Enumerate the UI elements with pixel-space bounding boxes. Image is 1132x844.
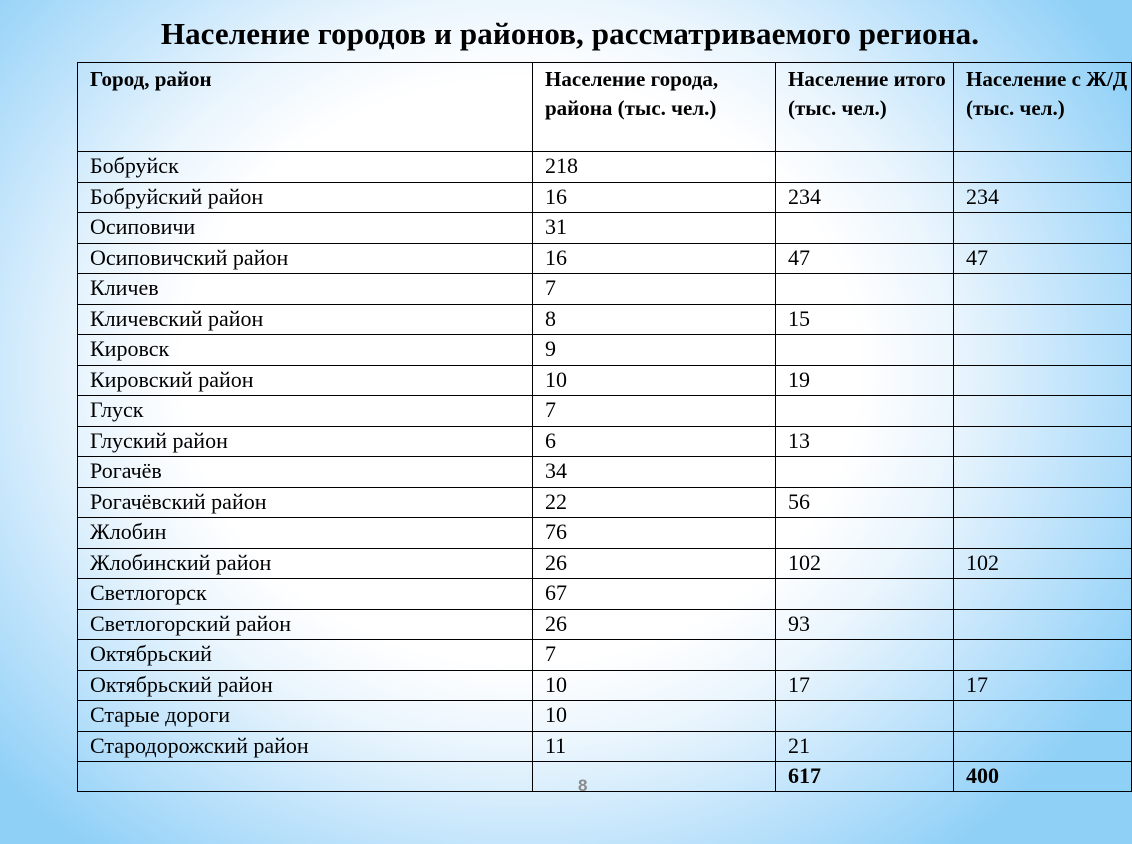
cell-population-total: 15 xyxy=(776,304,954,335)
table-row xyxy=(78,304,1132,335)
cell-population: 31 xyxy=(533,213,776,244)
cell-population-total: 47 xyxy=(776,243,954,274)
table-header-row xyxy=(78,63,1132,152)
table-row xyxy=(78,213,1132,244)
table-row xyxy=(78,426,1132,457)
cell-population-total xyxy=(776,213,954,244)
cell-population-total: 93 xyxy=(776,609,954,640)
cell-population: 9 xyxy=(533,335,776,366)
cell-population: 8 xyxy=(533,304,776,335)
header-population-total: Население итого (тыс. чел.) xyxy=(776,63,954,152)
cell-city-district: Кличев xyxy=(78,274,533,305)
cell-population-railway xyxy=(954,213,1132,244)
cell-population: 26 xyxy=(533,548,776,579)
cell-population-railway xyxy=(954,152,1132,183)
cell-population-railway xyxy=(954,335,1132,366)
cell-city-district: Светлогорский район xyxy=(78,609,533,640)
header-population-city-district: Население города, района (тыс. чел.) xyxy=(533,63,776,152)
cell-population-total xyxy=(776,640,954,671)
cell-population: 22 xyxy=(533,487,776,518)
table-row xyxy=(78,365,1132,396)
table-body xyxy=(78,152,1132,792)
cell-population: 26 xyxy=(533,609,776,640)
cell-city-district: Октябрьский район xyxy=(78,670,533,701)
table-row xyxy=(78,274,1132,305)
table-row xyxy=(78,579,1132,610)
cell-city-district: Осиповичи xyxy=(78,213,533,244)
cell-city-district: Рогачёв xyxy=(78,457,533,488)
cell-population-railway xyxy=(954,426,1132,457)
cell-population-railway xyxy=(954,609,1132,640)
population-table xyxy=(77,62,1132,792)
cell-city-district: Бобруйский район xyxy=(78,182,533,213)
cell-population-total: 19 xyxy=(776,365,954,396)
cell-population-railway xyxy=(954,640,1132,671)
cell-population: 76 xyxy=(533,518,776,549)
total-cell-population xyxy=(533,762,776,792)
table-row xyxy=(78,243,1132,274)
table-row xyxy=(78,396,1132,427)
cell-population-railway xyxy=(954,457,1132,488)
cell-population-railway xyxy=(954,487,1132,518)
cell-city-district: Стародорожский район xyxy=(78,731,533,762)
table-row xyxy=(78,640,1132,671)
table-row xyxy=(78,457,1132,488)
cell-population-railway xyxy=(954,304,1132,335)
table-row xyxy=(78,335,1132,366)
table-row xyxy=(78,182,1132,213)
table-row xyxy=(78,609,1132,640)
cell-population: 7 xyxy=(533,640,776,671)
cell-population-total xyxy=(776,518,954,549)
cell-city-district: Рогачёвский район xyxy=(78,487,533,518)
cell-population: 16 xyxy=(533,243,776,274)
cell-population-total xyxy=(776,396,954,427)
cell-population-railway: 17 xyxy=(954,670,1132,701)
cell-population-railway: 234 xyxy=(954,182,1132,213)
table-row xyxy=(78,518,1132,549)
cell-population: 7 xyxy=(533,396,776,427)
cell-city-district: Светлогорск xyxy=(78,579,533,610)
header-city-district: Город, район xyxy=(78,63,533,152)
page-title: Население городов и районов, рассматриваемого региона. xyxy=(160,16,980,51)
cell-population-railway xyxy=(954,701,1132,732)
cell-population-total xyxy=(776,701,954,732)
cell-population: 67 xyxy=(533,579,776,610)
cell-population: 16 xyxy=(533,182,776,213)
cell-population: 218 xyxy=(533,152,776,183)
cell-population-railway: 102 xyxy=(954,548,1132,579)
cell-population: 6 xyxy=(533,426,776,457)
cell-city-district: Жлобинский район xyxy=(78,548,533,579)
cell-population-total: 56 xyxy=(776,487,954,518)
cell-population: 34 xyxy=(533,457,776,488)
cell-population-railway xyxy=(954,518,1132,549)
cell-population-railway xyxy=(954,274,1132,305)
cell-population-total xyxy=(776,274,954,305)
table-row xyxy=(78,548,1132,579)
header-population-railway: Население с Ж/Д (тыс. чел.) xyxy=(954,63,1132,152)
total-cell-population-total: 617 xyxy=(776,762,954,792)
slide-number: 8 xyxy=(578,776,588,795)
cell-population-total xyxy=(776,335,954,366)
cell-city-district: Глуский район xyxy=(78,426,533,457)
cell-city-district: Октябрьский xyxy=(78,640,533,671)
table-row xyxy=(78,152,1132,183)
cell-population-railway xyxy=(954,365,1132,396)
cell-city-district: Кировский район xyxy=(78,365,533,396)
cell-population-railway xyxy=(954,579,1132,610)
cell-city-district: Кировск xyxy=(78,335,533,366)
cell-city-district: Глуск xyxy=(78,396,533,427)
cell-population-total: 102 xyxy=(776,548,954,579)
cell-population-total: 21 xyxy=(776,731,954,762)
cell-population: 11 xyxy=(533,731,776,762)
cell-city-district: Кличевский район xyxy=(78,304,533,335)
cell-city-district: Бобруйск xyxy=(78,152,533,183)
cell-city-district: Старые дороги xyxy=(78,701,533,732)
cell-population-total xyxy=(776,457,954,488)
cell-population: 7 xyxy=(533,274,776,305)
table-row xyxy=(78,670,1132,701)
table-row xyxy=(78,701,1132,732)
cell-population-railway: 47 xyxy=(954,243,1132,274)
cell-population-total: 234 xyxy=(776,182,954,213)
cell-population-railway xyxy=(954,731,1132,762)
cell-population: 10 xyxy=(533,365,776,396)
table-row xyxy=(78,487,1132,518)
table-row xyxy=(78,731,1132,762)
cell-city-district: Жлобин xyxy=(78,518,533,549)
cell-population-total xyxy=(776,579,954,610)
total-cell-population-railway: 400 xyxy=(954,762,1132,792)
cell-population: 10 xyxy=(533,670,776,701)
cell-population-total: 13 xyxy=(776,426,954,457)
total-row xyxy=(78,762,1132,792)
cell-population: 10 xyxy=(533,701,776,732)
cell-population-total xyxy=(776,152,954,183)
cell-population-railway xyxy=(954,396,1132,427)
cell-city-district: Осиповичский район xyxy=(78,243,533,274)
cell-population-total: 17 xyxy=(776,670,954,701)
total-cell-city-district xyxy=(78,762,533,792)
